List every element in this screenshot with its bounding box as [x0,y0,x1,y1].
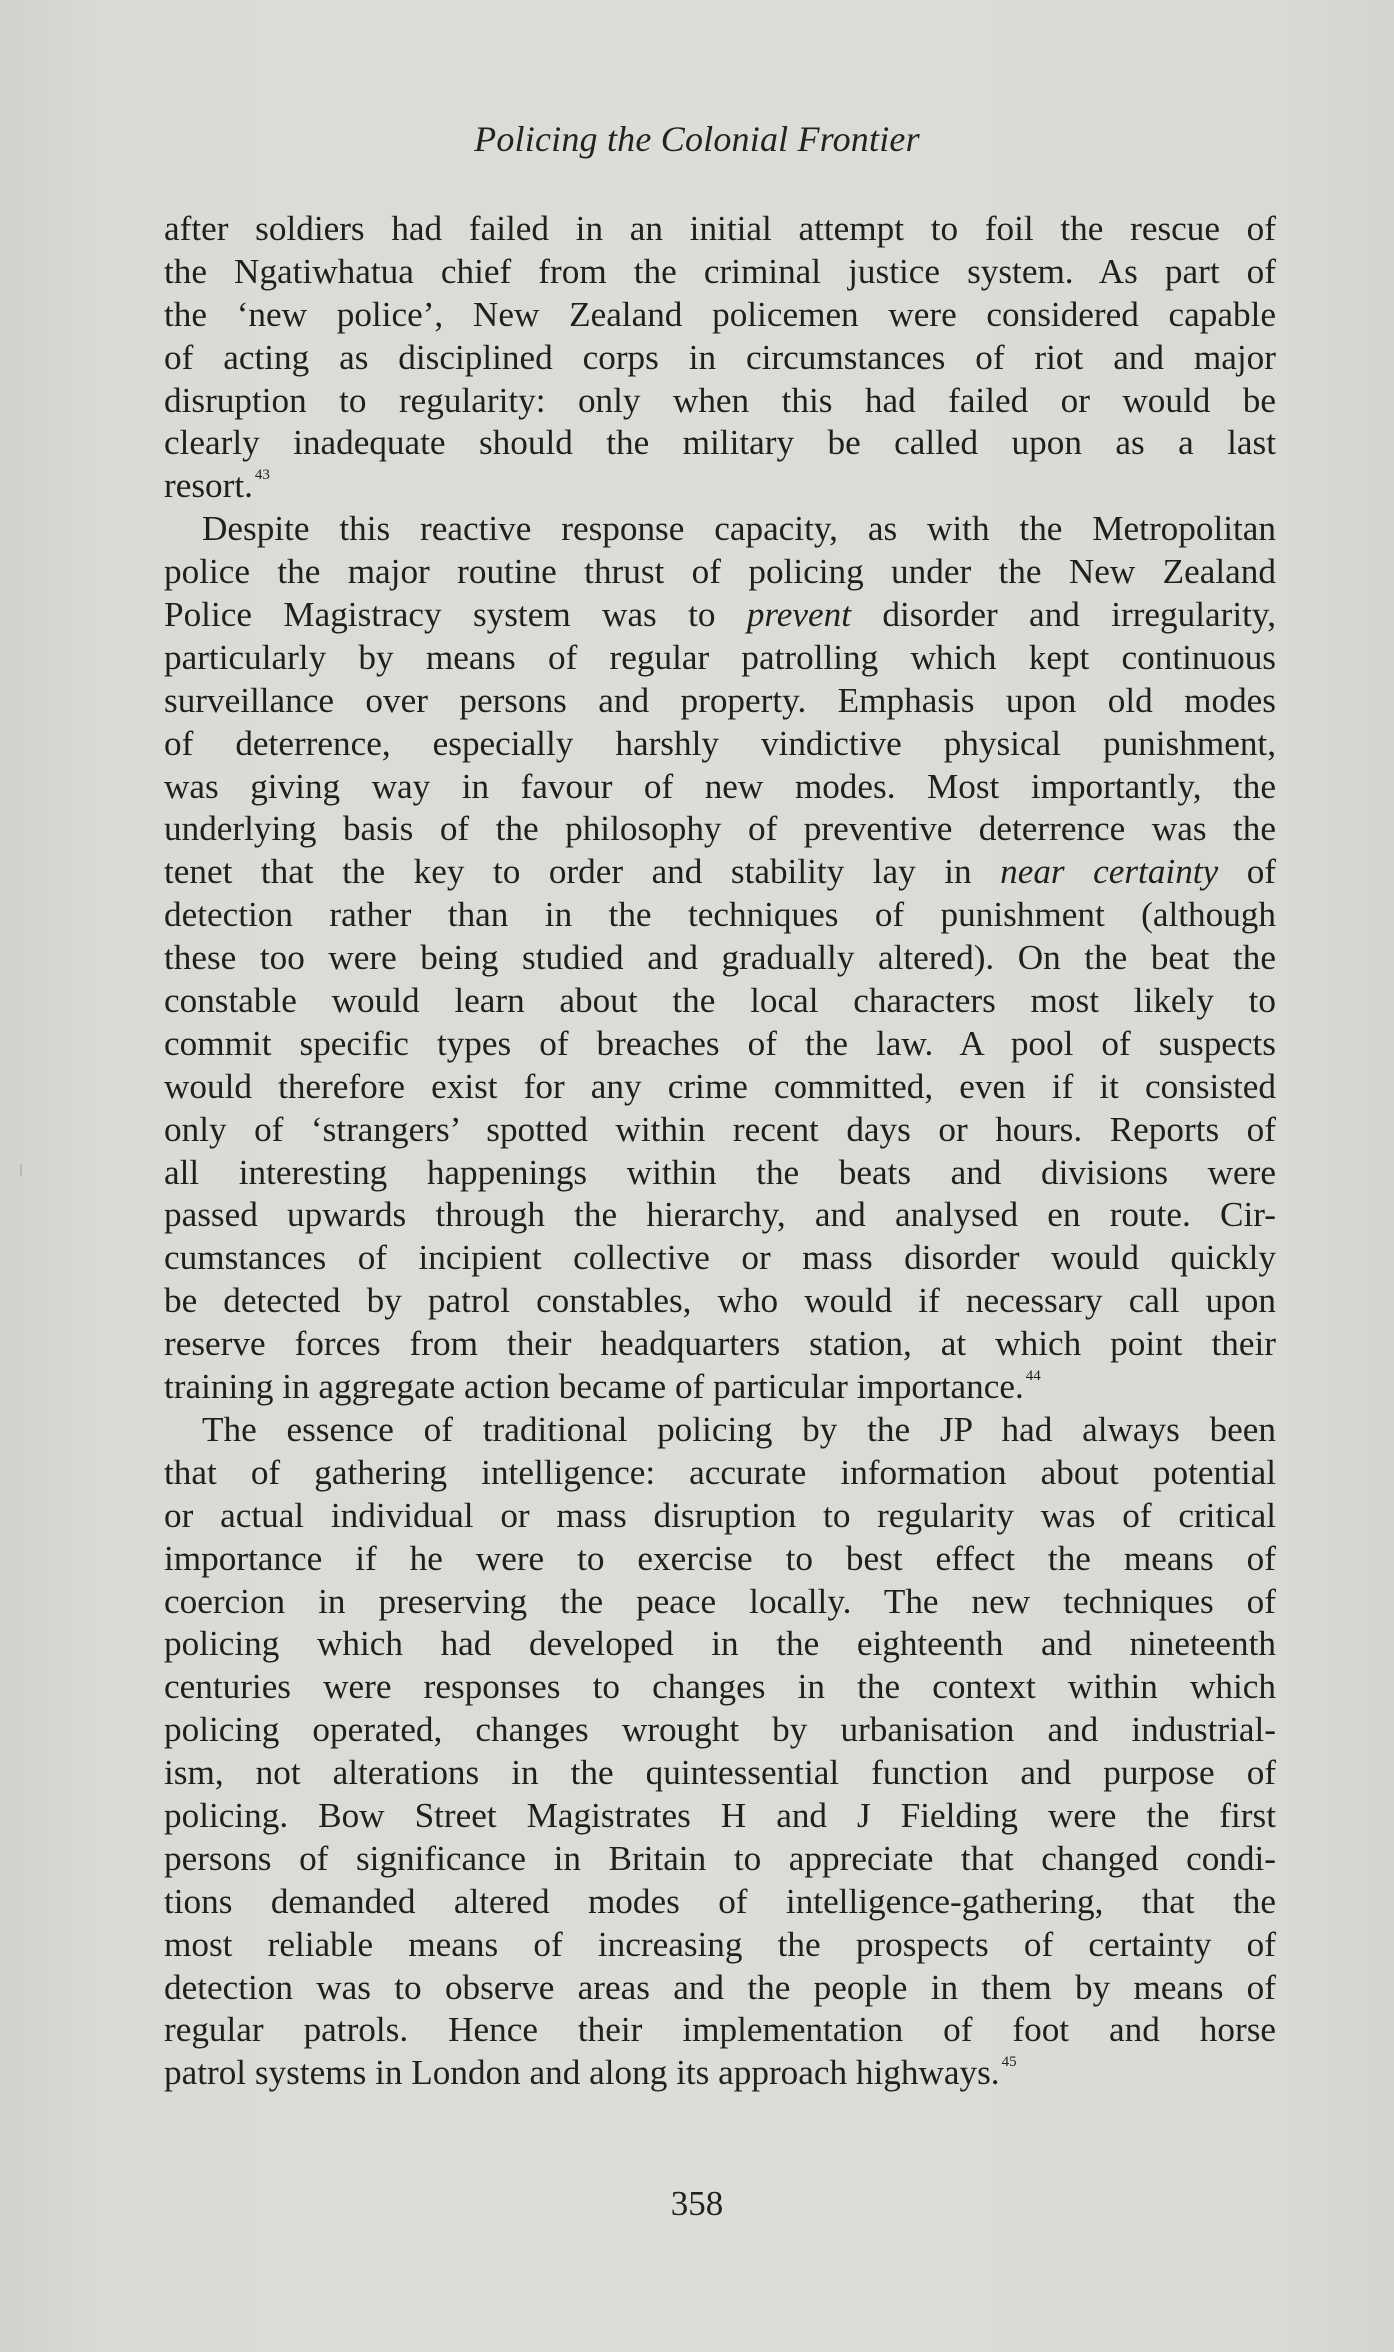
text-line: most reliable means of increasing the prospects of certainty of [164,1924,1276,1964]
text-line: coercion in preserving the peace locally. The new techniques of [164,1581,1276,1621]
text-line [164,1366,1276,1409]
text-line: detection rather than in the techniques of punishment (although [164,895,1276,935]
text-line: importance if he were to exercise to best effect the means of [164,1538,1276,1578]
text-line: be detected by patrol constables, who would if necessary call upon [164,1281,1276,1321]
text-line: ism, not alterations in the quintessential function and purpose of [164,1753,1276,1793]
footnote-ref: 45 [1001,2054,1017,2071]
text-fragment: disorder and irregularity, [851,595,1276,635]
paragraph-1 [164,208,1276,508]
text-line [164,851,1276,894]
text-line: surveillance over persons and property. Emphasis upon old modes [164,680,1276,720]
text-line: of deterrence, especially harshly vindictive physical punishment, [164,723,1276,763]
margin-mark [20,1164,22,1176]
text-line: of acting as disciplined corps in circumstances of riot and major [164,337,1276,377]
text-line: centuries were responses to changes in the context within which [164,1667,1276,1707]
text-line: commit specific types of breaches of the law. A pool of suspects [164,1023,1276,1063]
text-line: Despite this reactive response capacity, as with the Metropolitan [202,509,1276,549]
text-line: policing operated, changes wrought by urbanisation and industrial- [164,1710,1276,1750]
text-fragment: tenet that the key to order and stability lay in [164,852,1001,892]
text-line: reserve forces from their headquarters station, at which point their [164,1324,1276,1364]
text-line: all interesting happenings within the beats and divisions were [164,1152,1276,1192]
text-line: these too were being studied and gradually altered). On the beat the [164,938,1276,978]
text-line: would therefore exist for any crime committed, even if it consisted [164,1066,1276,1106]
text-line: regular patrols. Hence their implementation of foot and horse [164,2010,1276,2050]
text-line: after soldiers had failed in an initial attempt to foil the rescue of [164,209,1276,248]
footnote-ref: 43 [254,467,270,484]
text-line: policing which had developed in the eighteenth and nineteenth [164,1624,1276,1664]
text-line: disruption to regularity: only when this had failed or would be [164,380,1276,420]
text-line: persons of significance in Britain to appreciate that changed condi- [164,1838,1276,1878]
text-line: was giving way in favour of new modes. Most importantly, the [164,766,1276,806]
text-line: tions demanded altered modes of intelligence-gathering, that the [164,1881,1276,1921]
text-line: policing. Bow Street Magistrates H and J Fielding were the first [164,1795,1276,1835]
body-text [164,208,1276,2095]
text-line: particularly by means of regular patrolling which kept continuous [164,637,1276,677]
text-line: cumstances of incipient collective or mass disorder would quickly [164,1238,1276,1278]
text-line: detection was to observe areas and the people in them by means of [164,1967,1276,2007]
text-line [164,465,1276,508]
text-fragment: Police Magistracy system was to [164,595,747,635]
italic-emphasis: prevent [746,595,852,635]
text-line: the Ngatiwhatua chief from the criminal justice system. As part of [164,251,1276,291]
text-fragment: resort. [164,466,253,506]
text-line: that of gathering intelligence: accurate information about potential [164,1452,1276,1492]
text-line: constable would learn about the local characters most likely to [164,981,1276,1021]
text-line [164,594,1276,637]
text-line: police the major routine thrust of policing under the New Zealand [164,552,1276,592]
page-number: 358 [670,2184,724,2223]
text-fragment: training in aggregate action became of particular importance. [164,1367,1024,1407]
text-line: the ‘new police’, New Zealand policemen were considered capable [164,294,1276,334]
text-line [164,2052,1276,2095]
text-line: clearly inadequate should the military be called upon as a last [164,423,1276,463]
text-line: The essence of traditional policing by the JP had always been [202,1409,1276,1449]
paragraph-2 [164,508,1276,1409]
running-head: Policing the Colonial Frontier [474,119,920,159]
text-line: passed upwards through the hierarchy, and analysed en route. Cir- [164,1195,1276,1235]
footnote-ref: 44 [1025,1368,1041,1385]
text-fragment: of [1218,852,1277,892]
paragraph-3 [164,1409,1276,2095]
text-line: underlying basis of the philosophy of preventive deterrence was the [164,809,1276,849]
text-fragment: patrol systems in London and along its approach highways. [164,2053,1000,2093]
italic-emphasis: near certainty [1000,852,1219,892]
text-line: or actual individual or mass disruption to regularity was of critical [164,1495,1276,1535]
text-line: only of ‘strangers’ spotted within recent days or hours. Reports of [164,1109,1276,1149]
